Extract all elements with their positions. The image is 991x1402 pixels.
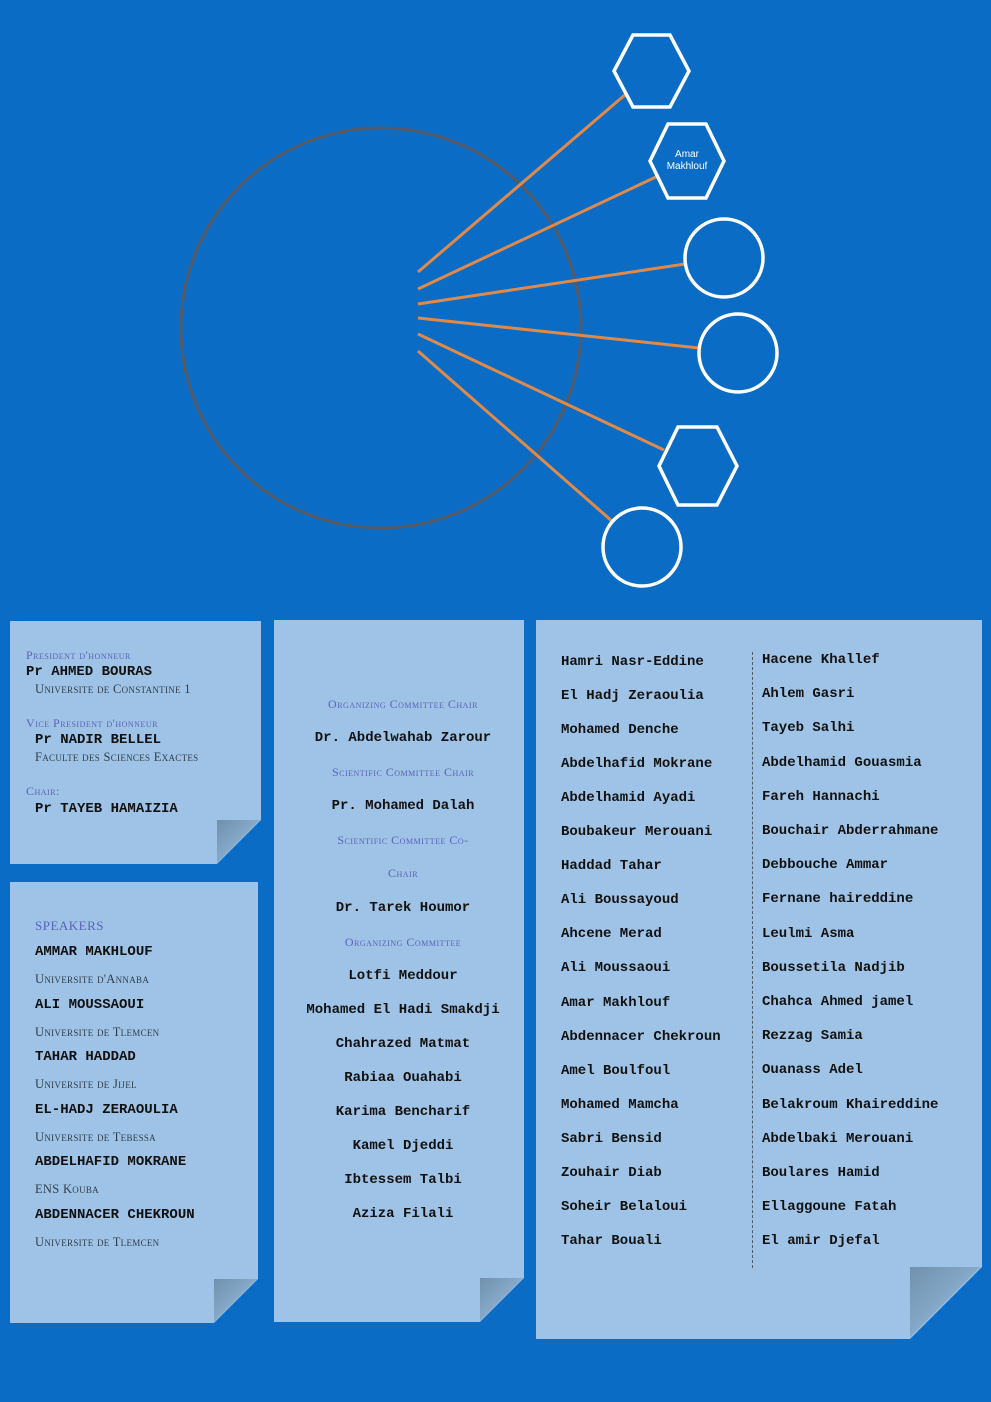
scientific-member-left: Hamri Nasr-Eddine: [561, 654, 704, 670]
scientific-member-left: Sabri Bensid: [561, 1130, 662, 1147]
node-label: Amar Makhlouf: [666, 149, 708, 172]
scientific-member-left: Boubakeur Merouani: [561, 824, 713, 841]
committee-member: Aziza Filali: [352, 1206, 454, 1222]
committee-member: Mohamed El Hadi Smakdji: [306, 1002, 500, 1018]
sci-cochair-name: Dr. Tarek Houmor: [335, 900, 471, 916]
column-divider: [752, 652, 753, 1268]
scientific-member-left: Amel Boulfoul: [561, 1062, 671, 1079]
chair-label: Chair:: [26, 784, 60, 798]
speaker-name: ABDENNACER CHEKROUN: [35, 1207, 195, 1223]
circle-node-4: [699, 314, 777, 392]
scientific-member-left: Ali Boussayoud: [561, 892, 679, 909]
radial-diagram: [0, 0, 991, 600]
sci-chair-label: Scientific Committee Chair: [331, 765, 475, 779]
scientific-member-right: Ellaggoune Fatah: [762, 1199, 897, 1216]
committee-member: Kamel Djeddi: [352, 1138, 454, 1154]
speaker-affiliation: Universite de Jijel: [35, 1077, 137, 1092]
scientific-member-left: Abdennacer Chekroun: [561, 1028, 721, 1045]
speakers-label: SPEAKERS: [35, 918, 105, 933]
scientific-member-left: Amar Makhlouf: [561, 994, 671, 1011]
president-label: President d'honneur: [26, 648, 131, 662]
committee-member: Karima Bencharif: [335, 1104, 471, 1120]
org-committee-label: Organizing Committee: [344, 935, 462, 949]
scientific-member-right: Ouanass Adel: [762, 1062, 863, 1079]
scientific-member-left: Abdelhamid Ayadi: [561, 790, 696, 807]
scientific-member-right: Abdelhamid Gouasmia: [762, 754, 922, 771]
hexagon-node-5: [659, 427, 737, 505]
vice-president-label: Vice President d'honneur: [26, 716, 158, 730]
speaker-name: TAHAR HADDAD: [35, 1049, 136, 1066]
speaker-name: AMMAR MAKHLOUF: [35, 944, 153, 960]
scientific-member-right: Boussetila Nadjib: [762, 959, 905, 976]
chair-name: Pr TAYEB HAMAIZIA: [35, 801, 178, 817]
sci-chair-name: Pr. Mohamed Dalah: [331, 798, 475, 814]
speaker-affiliation: Universite de Tlemcen: [35, 1024, 160, 1039]
speaker-name: ABDELHAFID MOKRANE: [35, 1154, 187, 1171]
page-fold: [910, 1267, 982, 1339]
president-name: Pr AHMED BOURAS: [26, 664, 153, 680]
vice-president-name: Pr NADIR BELLEL: [35, 732, 162, 748]
scientific-member-right: Debbouche Ammar: [762, 857, 889, 874]
connector-line-6: [418, 351, 613, 522]
committee-member: Ibtessem Talbi: [344, 1172, 462, 1188]
scientific-member-left: Mohamed Mamcha: [561, 1096, 679, 1113]
committee-column: [274, 620, 532, 1322]
scientific-member-right: Belakroum Khaireddine: [762, 1096, 939, 1113]
scientific-member-right: Ahlem Gasri: [762, 686, 855, 703]
scientific-member-left: Ahcene Merad: [561, 926, 662, 943]
committee-member: Lotfi Meddour: [348, 968, 458, 984]
speaker-name: ALI MOUSSAOUI: [35, 996, 145, 1013]
scientific-member-left: Mohamed Denche: [561, 722, 679, 739]
connector-line-4: [418, 318, 699, 348]
scientific-member-left: Ali Moussaoui: [561, 960, 671, 977]
speaker-affiliation: Universite d'Annaba: [35, 972, 150, 986]
scientific-member-left: El Hadj Zeraoulia: [561, 688, 704, 705]
scientific-member-left: Tahar Bouali: [561, 1232, 662, 1249]
scientific-member-right: Rezzag Samia: [762, 1028, 863, 1045]
circle-node-3: [685, 219, 763, 297]
speaker-affiliation: Universite de Tlemcen: [35, 1235, 160, 1249]
scientific-member-right: Boulares Hamid: [762, 1165, 880, 1181]
scientific-member-right: Fernane haireddine: [762, 891, 914, 908]
connector-line-1: [418, 94, 626, 272]
scientific-member-right: Tayeb Salhi: [762, 720, 855, 737]
sci-cochair-label: Scientific Committee Co-: [337, 833, 469, 847]
scientific-member-left: Abdelhafid Mokrane: [561, 756, 713, 773]
scientific-member-right: Abdelbaki Merouani: [762, 1130, 914, 1147]
org-chair-name: Dr. Abdelwahab Zarour: [314, 730, 492, 746]
page-fold: [214, 1279, 258, 1323]
scientific-member-right: Leulmi Asma: [762, 925, 855, 942]
scientific-member-right: Fareh Hannachi: [762, 788, 880, 805]
committee-member: Chahrazed Matmat: [335, 1036, 471, 1052]
connector-line-5: [418, 334, 664, 450]
vice-president-affil: Faculte des Sciences Exactes: [35, 750, 199, 764]
scientific-member-right: El amir Djefal: [762, 1233, 880, 1250]
speaker-name: EL-HADJ ZERAOULIA: [35, 1101, 178, 1118]
sci-cochair-label-line2: Chair: [387, 866, 419, 880]
speaker-affiliation: Universite de Tebessa: [35, 1129, 156, 1144]
org-chair-label: Organizing Committee Chair: [328, 697, 478, 711]
committee-member: Rabiaa Ouahabi: [344, 1070, 462, 1086]
scientific-member-right: Bouchair Abderrahmane: [762, 823, 939, 839]
scientific-member-left: Haddad Tahar: [561, 858, 662, 875]
scientific-member-left: Zouhair Diab: [561, 1164, 662, 1181]
circle-node-6: [603, 508, 681, 586]
speaker-affiliation: ENS Kouba: [35, 1182, 99, 1197]
president-affil: Universite de Constantine 1: [35, 682, 191, 696]
scientific-member-right: Chahca Ahmed jamel: [762, 994, 914, 1010]
scientific-member-left: Soheir Belaloui: [561, 1198, 688, 1215]
scientific-member-right: Hacene Khallef: [762, 652, 880, 668]
page-fold: [217, 820, 261, 864]
